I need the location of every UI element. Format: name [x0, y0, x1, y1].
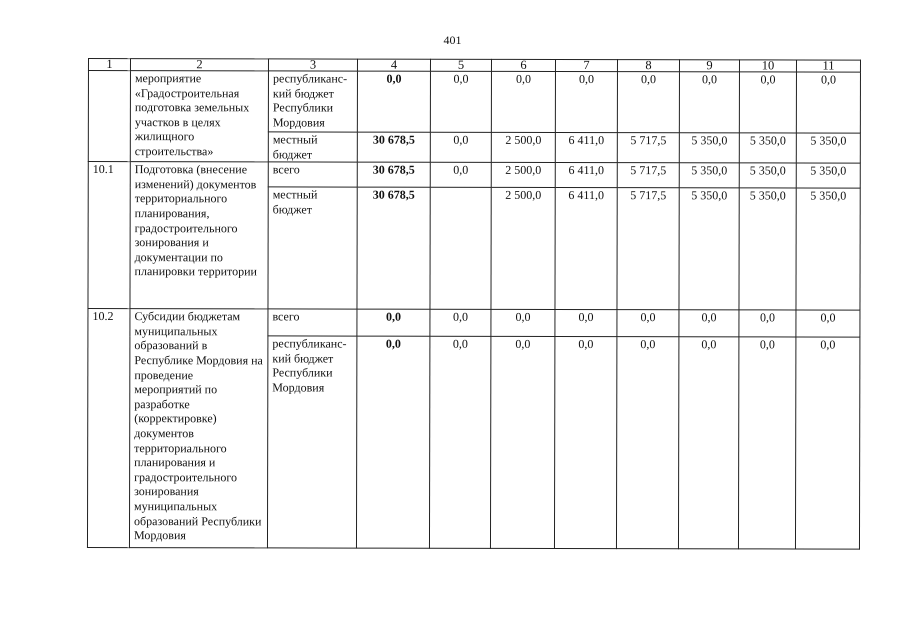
funding-source: республиканс- кий бюджет Республики Мордовия [267, 336, 356, 548]
table-row [88, 162, 860, 189]
table-row [88, 71, 860, 134]
value-cell: 0,0 [616, 337, 678, 549]
value-cell: 5 350,0 [679, 188, 739, 310]
value-cell: 5 717,5 [617, 133, 679, 163]
value-cell: 0,0 [430, 309, 491, 336]
value-cell: 5 350,0 [796, 163, 860, 188]
value-cell: 0,0 [796, 72, 860, 133]
value-cell: 0,0 [617, 72, 679, 133]
measure-name: мероприятие «Градостроительная подготовка земельных участков в целях жилищного строительства» [130, 71, 268, 162]
value-cell: 5 717,5 [617, 188, 679, 310]
value-cell: 0,0 [357, 309, 430, 336]
value-cell: 0,0 [430, 132, 491, 162]
value-cell: 5 350,0 [679, 163, 739, 188]
column-header: 1 [88, 59, 130, 71]
column-header: 4 [357, 59, 430, 71]
value-cell: 5 350,0 [739, 163, 796, 188]
column-header: 9 [679, 60, 739, 72]
value-cell: 0,0 [554, 337, 616, 549]
column-header: 6 [491, 59, 555, 71]
value-cell: 2 500,0 [491, 188, 555, 310]
value-cell: 0,0 [679, 72, 739, 133]
column-header: 10 [739, 60, 796, 72]
value-cell: 0,0 [429, 336, 490, 548]
value-cell: 5 350,0 [796, 188, 860, 310]
column-header: 11 [796, 60, 860, 72]
measure-name: Подготовка (внесение изменений) документов территориального планирования, градостроительного зонирования и документации по планировки территории [130, 162, 268, 309]
value-cell: 30 678,5 [357, 187, 430, 309]
value-cell: 0,0 [430, 162, 491, 187]
column-header: 5 [430, 59, 491, 71]
column-header: 7 [555, 59, 617, 71]
value-cell: 6 411,0 [555, 188, 617, 310]
funding-source: всего [268, 309, 357, 336]
funding-source: всего [268, 162, 357, 187]
table-row [88, 309, 860, 338]
value-cell: 5 350,0 [739, 133, 796, 163]
value-cell: 30 678,5 [357, 132, 430, 162]
value-cell: 30 678,5 [357, 162, 430, 187]
value-cell: 0,0 [739, 310, 796, 337]
value-cell: 5 717,5 [617, 163, 679, 188]
value-cell: 0,0 [491, 71, 555, 132]
funding-source: республиканс- кий бюджет Республики Мордовия [268, 71, 357, 132]
value-cell: 0,0 [490, 337, 554, 549]
page-number: 401 [443, 33, 462, 47]
value-cell: 0,0 [678, 337, 738, 549]
value-cell: 0,0 [679, 310, 739, 337]
value-cell: 2 500,0 [491, 163, 555, 188]
column-header: 2 [130, 59, 268, 71]
value-cell: 6 411,0 [555, 163, 617, 188]
value-cell: 0,0 [796, 310, 860, 337]
measure-name: Субсидии бюджетам муниципальных образований в Республике Мордовия на проведение мероприятий по разработке (корректировке) документов территориального планирования и градостроительного зонирования муниципальных образований Республики Мордовия [129, 309, 268, 548]
value-cell: 5 350,0 [679, 133, 739, 163]
value-cell: 0,0 [795, 337, 859, 549]
row-number: 10.1 [88, 162, 130, 309]
row-number: 10.2 [87, 309, 130, 548]
budget-table [87, 58, 861, 550]
column-header: 8 [617, 60, 679, 72]
value-cell: 0,0 [555, 71, 617, 132]
funding-source: местный бюджет [268, 132, 357, 162]
column-header: 3 [268, 59, 357, 71]
value-cell: 0,0 [357, 71, 430, 132]
value-cell: 0,0 [555, 310, 617, 337]
value-cell [430, 187, 491, 309]
value-cell: 0,0 [430, 71, 491, 132]
value-cell: 0,0 [491, 310, 555, 337]
value-cell: 0,0 [356, 336, 429, 548]
value-cell: 6 411,0 [555, 132, 617, 162]
value-cell: 0,0 [617, 310, 679, 337]
value-cell: 5 350,0 [739, 188, 796, 310]
value-cell: 2 500,0 [491, 132, 555, 162]
row-number [88, 71, 130, 162]
value-cell: 0,0 [739, 72, 796, 133]
value-cell: 5 350,0 [796, 133, 860, 163]
value-cell: 0,0 [738, 337, 795, 549]
funding-source: местный бюджет [268, 187, 357, 309]
